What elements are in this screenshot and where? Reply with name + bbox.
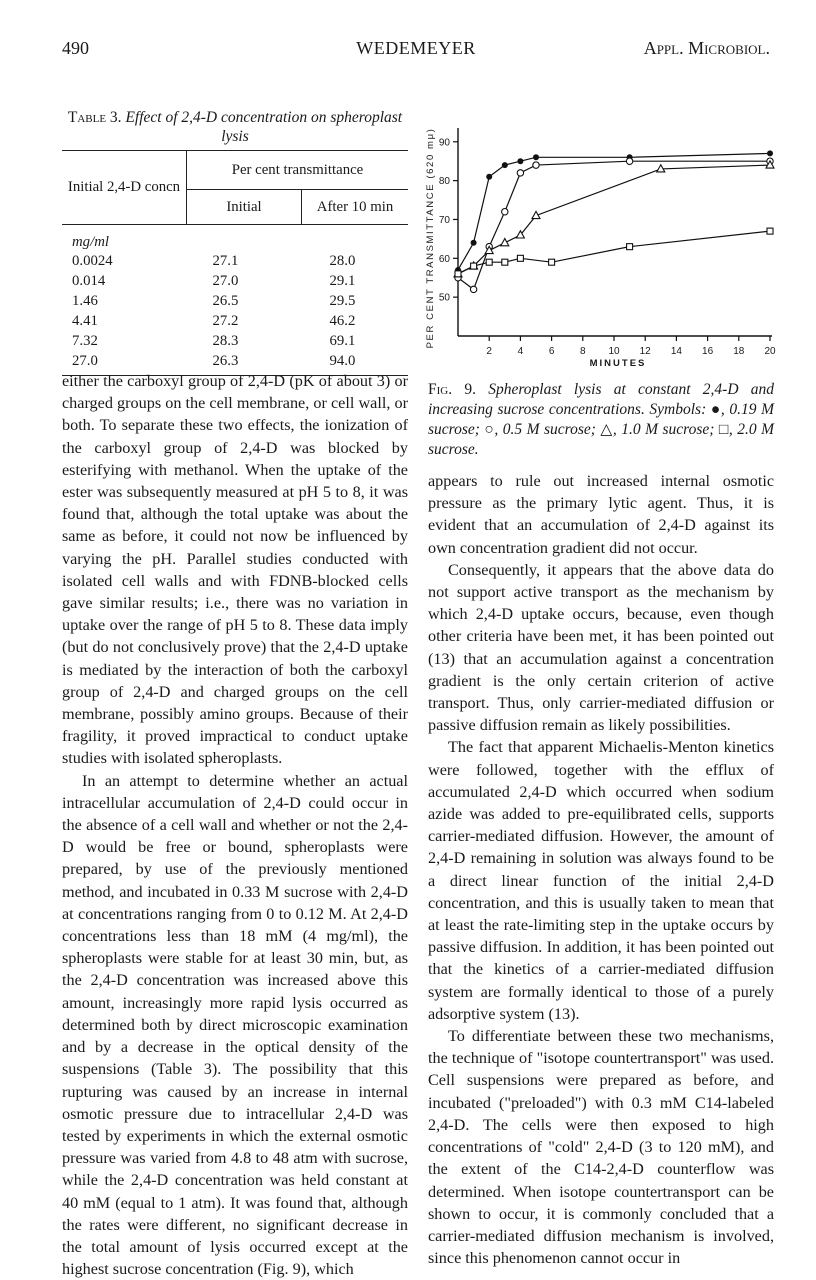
- x-tick-label: 14: [670, 346, 682, 357]
- x-tick-label: 12: [639, 346, 651, 357]
- series-line-3: [458, 165, 770, 274]
- table-row: [62, 291, 408, 311]
- table-title: Effect of 2,4-D concentration on spheroplast lysis: [125, 109, 403, 145]
- row-concn: 27.0: [72, 352, 98, 369]
- y-axis-label: PER CENT TRANSMITTANCE (620 mμ): [425, 127, 436, 349]
- row-initial: 26.3: [212, 352, 239, 369]
- paragraph: Consequently, it appears that the above data do not support active transport as the mechanism by which 2,4-D uptake occurs, because, even though other criteria have been met, it has been pointed out (13) that an accumulation against a concentration gradient is the only certain criterion of active transport. Thus, only carrier-mediated diffusion or passive diffusion remain as likely possibilities.: [428, 560, 774, 735]
- data-point: [549, 259, 555, 265]
- row-initial: 28.3: [212, 332, 239, 349]
- row-after: 94.0: [329, 352, 356, 369]
- data-point: [470, 286, 476, 292]
- data-point: [626, 158, 632, 164]
- figure-9-chart: [418, 112, 790, 374]
- data-point: [502, 259, 508, 265]
- row-concn: 0.0024: [72, 252, 113, 269]
- row-after: 29.5: [329, 292, 356, 309]
- data-point: [627, 244, 633, 250]
- data-point: [455, 271, 461, 277]
- author-header: WEDEMEYER: [356, 38, 476, 58]
- unit-label: mg/ml: [72, 234, 109, 250]
- paragraph: To differentiate between these two mechanisms, the technique of "isotope countertransport" was used. Cell suspensions were prepared as before, and incubated ("preloaded") with 0.3 mM C14-labeled 2,4-D. The cells were then exposed to high concentrations of "cold" 2,4-D (3 to 120 mM), and the extent of the C14-2,4-D counterflow was determined. When isotope countertransport can be shown to occur, it is commonly concluded that a carrier-mediated diffusion mechanism is involved, since this phenomenon cannot occur in: [428, 1027, 774, 1268]
- paragraph: The fact that apparent Michaelis-Menton kinetics were followed, together with the efflux of accumulated 2,4-D which occurred when sodium azide was added to pre-equilibrated cells, supports carrier-mediated diffusion. However, the amount of 2,4-D remaining in solution was always found to be a direct linear function of the initial 2,4-D concentration, and this is usually taken to mean that at least the rate-limiting step in the uptake occurs by passive diffusion. In addition, it has been pointed out that the kinetics of a carrier-mediated diffusion system are formally identical to those of a purely adsorptive system (13).: [428, 738, 774, 1023]
- table-row: [62, 251, 408, 271]
- data-point: [486, 174, 492, 180]
- figure-caption: [428, 380, 774, 460]
- x-tick-label: 16: [702, 346, 714, 357]
- page-number: 490: [62, 38, 89, 58]
- col-initial: Initial: [187, 190, 302, 225]
- x-tick-label: 10: [608, 346, 620, 357]
- data-point: [517, 255, 523, 261]
- col-initial-concn: Initial 2,4-D concn: [62, 151, 187, 225]
- table-label: Table 3.: [67, 109, 122, 126]
- paragraph: either the carboxyl group of 2,4-D (pK of about 3) or charged groups on the cell membrane, or cell wall, or both. To separate these two effects, the ionization of the carboxyl group of 2,4-D was blocked by esterifying with methanol. When the uptake of the ester was subsequently measured at pH 5 to 8, it was found that, although the total uptake was about the same as before, it could not now be influenced by varying the pH. Parallel studies conducted with isolated cell walls and with FDNB-blocked cells gave similar results; i.e., there was no variation in uptake over the range of pH 5 to 8. These data imply (but do not conclusively prove) that the 2,4-D uptake is mediated by the interaction of both the carboxyl group of 2,4-D and charged groups on the cell membrane, possibly amino groups. Because of their fragility, it proved impractical to conduct uptake studies with isolated spheroplasts.: [62, 372, 408, 768]
- table-row: [62, 351, 408, 371]
- row-concn: 7.32: [72, 332, 98, 349]
- data-point: [471, 240, 477, 246]
- col-after-10-min: After 10 min: [302, 190, 409, 225]
- row-initial: 27.2: [212, 312, 239, 329]
- row-after: 69.1: [329, 332, 356, 349]
- x-tick-label: 20: [764, 346, 776, 357]
- data-point: [533, 162, 539, 168]
- data-point: [517, 158, 523, 164]
- table-caption: [62, 108, 408, 146]
- x-axis-label: MINUTES: [589, 358, 647, 369]
- table-row: [62, 311, 408, 331]
- row-after: 46.2: [329, 312, 356, 329]
- row-initial: 27.1: [212, 252, 239, 269]
- left-column-text: [62, 370, 408, 1280]
- running-header: [62, 38, 770, 68]
- y-tick-label: 70: [438, 214, 450, 226]
- figure-label: Fig. 9.: [428, 381, 476, 398]
- y-tick-label: 60: [438, 253, 450, 265]
- data-point: [501, 239, 509, 246]
- data-point: [486, 259, 492, 265]
- data-point: [471, 263, 477, 269]
- table-3: [62, 150, 408, 376]
- row-initial: 26.5: [212, 292, 239, 309]
- row-after: 28.0: [329, 252, 356, 269]
- y-tick-label: 90: [438, 137, 450, 149]
- paragraph: appears to rule out increased internal osmotic pressure as the primary lytic agent. Thus, it is evident that an accumulation of 2,4-D against its own concentration gradient did not occur.: [428, 472, 774, 557]
- x-tick-label: 2: [486, 346, 492, 357]
- data-point: [502, 162, 508, 168]
- y-tick-label: 80: [438, 176, 450, 188]
- data-point: [517, 170, 523, 176]
- row-after: 29.1: [329, 272, 356, 289]
- table-row: [62, 331, 408, 351]
- figure-caption-text: Spheroplast lysis at constant 2,4-D and increasing sucrose concentrations. Symbols: ●, 0.19 M sucrose; ○, 0.5 M sucrose; △, 1.0 M sucrose; □, 2.0 M sucrose.: [428, 381, 775, 458]
- x-tick-label: 8: [580, 346, 586, 357]
- row-concn: 4.41: [72, 312, 98, 329]
- x-tick-label: 6: [548, 346, 555, 357]
- journal-header: Appl. Microbiol.: [643, 38, 770, 58]
- row-concn: 0.014: [72, 272, 106, 289]
- paragraph: In an attempt to determine whether an actual intracellular accumulation of 2,4-D could occur in the absence of a cell wall and whether or not the 2,4-D would be free or bound, spheroplasts were prepared, by use of the previously mentioned method, and incubated in 0.33 M sucrose with 2,4-D at concentrations ranging from 0 to 0.12 M. At 2,4-D concentrations less than 18 mM (4 mg/ml), the spheroplasts were stable for at least 30 min, but, as the 2,4-D concentration was increased above this amount, increasingly more rapid lysis occurred as determined both by direct microscopic examination and by a decrease in the optical density of the suspensions (Table 3). The possibility that this rupturing was caused by an increase in internal osmotic pressure due to intracellular 2,4-D was tested by experiments in which the external osmotic pressure was varied from 4.8 to 48 atm with sucrose, while the 2,4-D concentration was held constant at 40 mM (equal to 1 atm). It was found that, although the rates were different, no significant decrease in the total amount of lysis occurred except at the highest sucrose concentration (Fig. 9), which: [62, 771, 408, 1279]
- right-column-text: [428, 470, 774, 1269]
- table-row: [62, 271, 408, 291]
- x-tick-label: 18: [733, 346, 745, 357]
- data-point: [767, 228, 773, 234]
- x-tick-label: 4: [517, 346, 524, 357]
- row-concn: 1.46: [72, 292, 98, 309]
- col-group-transmittance: Per cent transmittance: [231, 161, 364, 178]
- y-tick-label: 50: [438, 292, 450, 304]
- series-line-2: [458, 161, 770, 289]
- data-point: [502, 208, 508, 214]
- row-initial: 27.0: [212, 272, 239, 289]
- data-point: [533, 154, 539, 160]
- data-point: [767, 150, 773, 156]
